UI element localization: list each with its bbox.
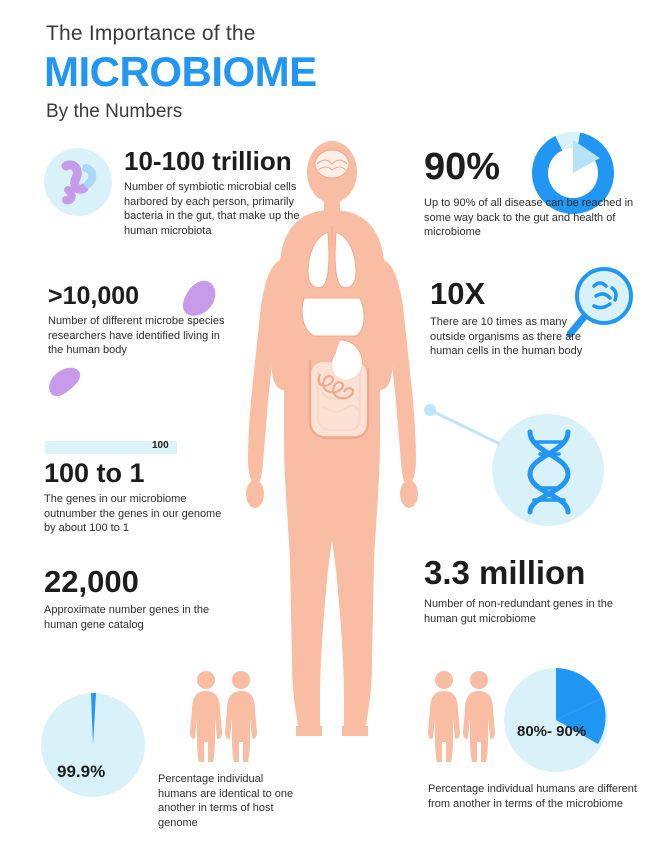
stat-non-redundant-genes — [424, 556, 644, 626]
stat-description: Number of non-redundant genes in the human gut microbiome — [424, 598, 613, 625]
stat-human-gene-catalog — [44, 566, 244, 632]
stat-description: Approximate number genes in the human gene catalog — [44, 604, 210, 631]
stat-value: 3.3 million — [424, 554, 586, 591]
dna-connector-line — [424, 400, 514, 450]
caption-text: Percentage individual humans are different from another in terms of the microbiome — [428, 783, 637, 810]
stat-description: Number of different microbe species researchers have identified living in the human body — [48, 315, 225, 357]
bacteria-blob-icon-small — [44, 360, 88, 404]
stat-value: 10X — [430, 276, 486, 311]
pie-chart-999-icon — [38, 690, 148, 800]
bottom-right-caption — [428, 782, 640, 811]
stat-value: 22,000 — [44, 564, 139, 599]
stat-microbe-species — [48, 284, 228, 358]
pie-chart-999-label: 99.9% — [57, 762, 106, 781]
bottom-left-caption — [158, 772, 298, 830]
stat-description: Up to 90% of all disease can be reached in some way back to the gut and health of microbiome — [424, 197, 634, 239]
pie-chart-8090-icon — [498, 660, 618, 776]
stat-value: 90% — [424, 146, 501, 188]
bar-chart-label: 100 — [152, 440, 169, 451]
stat-gene-ratio — [44, 460, 224, 536]
stat-outside-organisms — [430, 278, 590, 359]
stat-disease-link — [424, 148, 634, 240]
header-subtitle-bottom: By the Numbers — [46, 101, 183, 122]
pie-chart-8090-label: 80%- 90% — [517, 723, 587, 740]
stat-value: 10-100 trillion — [124, 146, 292, 176]
people-pair-icon-right — [424, 668, 500, 764]
dna-icon — [512, 428, 586, 514]
bacteria-icon — [52, 156, 106, 210]
stat-symbiotic-cells — [124, 148, 304, 238]
stat-description: Number of symbiotic microbial cells harbored by each person, primarily bacteria in the gut, that make up the human microbiota — [124, 181, 300, 237]
caption-text: Percentage individual humans are identical to one another in terms of host genome — [158, 773, 294, 829]
stat-description: There are 10 times as many outside organisms as there are human cells in the human body — [430, 316, 583, 358]
stat-value: 100 to 1 — [44, 458, 145, 488]
header-subtitle-top: The Importance of the — [46, 22, 256, 45]
stat-value: >10,000 — [48, 282, 140, 310]
people-pair-icon — [186, 668, 262, 764]
page-title: MICROBIOME — [44, 48, 317, 95]
stat-description: The genes in our microbiome outnumber the genes in our genome by about 100 to 1 — [44, 493, 222, 535]
